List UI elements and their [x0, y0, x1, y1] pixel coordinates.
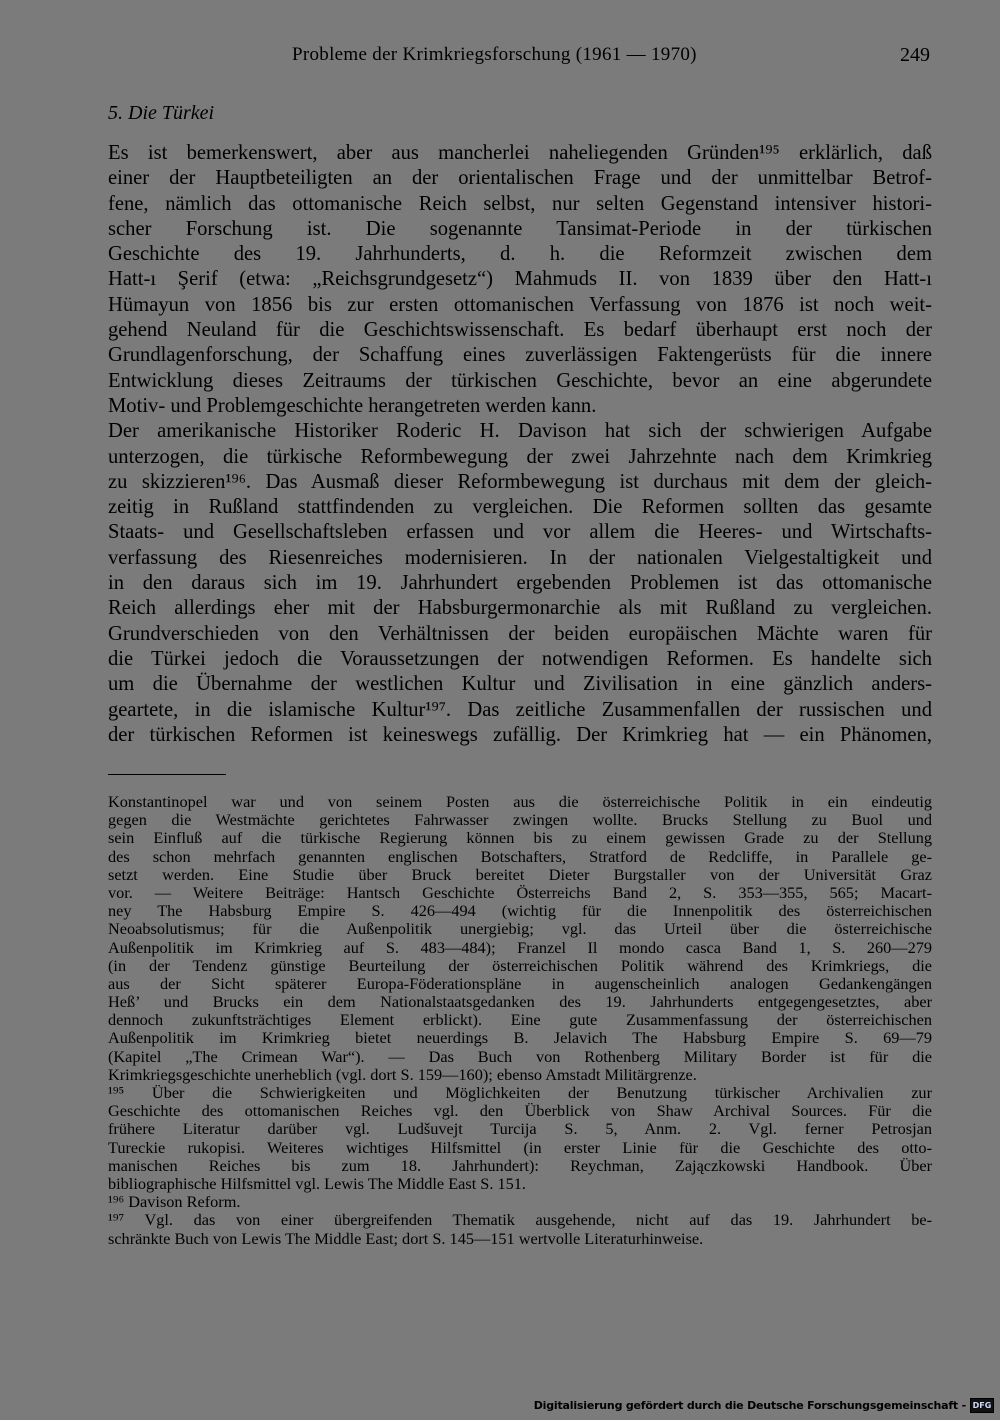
- footnotes: [108, 793, 932, 1248]
- footnote-197: ¹⁹⁷ Vgl. das von einer übergreifenden Thematik ausgehende, nicht auf das 19. Jahrhundert be-: [108, 1210, 932, 1230]
- footnote-line: manischen Reiches bis zum 18. Jahrhundert): Reychman, Zajączkowski Handbook. Über: [108, 1155, 932, 1175]
- footnote-line: vor. — Weitere Beiträge: Hantsch Geschichte Österreichs Band 2, S. 353—355, 565; Macart-: [108, 882, 932, 902]
- footnote-rule: [108, 774, 226, 775]
- body-line: zeitig in Rußland stattfindenden zu vergleichen. Die Reformen sollten das gesamte: [108, 496, 932, 519]
- footnote-line: Neoabsolutismus; für die Außenpolitik unergiebig; vgl. das Urteil über die österreichische: [108, 919, 932, 939]
- body-line: die Türkei jedoch die Voraussetzungen der notwendigen Reformen. Es handelte sich: [108, 647, 932, 670]
- footnote-line: Krimkriegsgeschichte unerheblich (vgl. dort S. 159—160); ebenso Amstadt Militärgrenze.: [108, 1064, 697, 1084]
- footnote-line: sein Einfluß auf die türkische Regierung können bis zu einem gewissen Grade zu der Stellung: [108, 828, 932, 848]
- body-line: Hatt-ı Şerif (etwa: „Reichsgrundgesetz“) Mahmuds II. von 1839 über den Hatt-ı: [108, 268, 932, 291]
- footnote-line: (Kapitel „The Crimean War“). — Das Buch von Rothenberg Military Border ist für die: [108, 1046, 932, 1066]
- footnote-line: gegen die Westmächte gerichtetes Fahrwasser zwingen wollte. Brucks Stellung zu Buol und: [108, 810, 932, 830]
- body-line: um die Übernahme der westlichen Kultur und Zivilisation in eine gänzlich anders-: [108, 673, 932, 696]
- running-header: [108, 44, 930, 74]
- footnote-196: ¹⁹⁶ Davison Reform.: [108, 1192, 241, 1212]
- body-line: gehend Neuland für die Geschichtswissenschaft. Es bedarf überhaupt erst noch der: [108, 319, 932, 342]
- body-line: Hümayun von 1856 bis zur ersten ottomanischen Verfassung von 1876 ist noch weit-: [108, 293, 932, 316]
- footnote-line: setzt werden. Eine Studie über Bruck bereitet Dieter Burgstaller von der Universität Graz: [108, 864, 932, 884]
- footer-credit: Digitalisierung gefördert durch die Deutsche Forschungsgemeinschaft -: [533, 1398, 966, 1412]
- footnote-line: Geschichte des ottomanischen Reiches vgl. den Überblick von Shaw Archival Sources. Für die: [108, 1101, 932, 1121]
- body-line: Staats- und Gesellschaftsleben erfassen und vor allem die Heeres- und Wirtschafts-: [108, 521, 932, 544]
- footnote-line: (in der Tendenz günstige Beurteilung der österreichischen Politik während des Krimkriegs, die: [108, 955, 932, 975]
- running-title: Probleme der Krimkriegsforschung (1961 — 1970): [292, 44, 697, 65]
- dfg-logo-icon: DFG: [970, 1398, 994, 1413]
- body-line: Es ist bemerkenswert, aber aus mancherlei naheliegenden Gründen¹⁹⁵ erklärlich, daß: [108, 142, 932, 164]
- body-line: Grundverschieden von den Verhältnissen der beiden europäischen Mächte waren für: [108, 622, 932, 645]
- page-number: 249: [900, 44, 930, 66]
- body-line: scher Forschung ist. Die sogenannte Tansimat-Periode in der türkischen: [108, 217, 932, 240]
- footnote-line: schränkte Buch von Lewis The Middle East; dort S. 145—151 wertvolle Literaturhinweise.: [108, 1228, 704, 1248]
- body-line: Reich allerdings eher mit der Habsburgermonarchie als mit Rußland zu vergleichen.: [108, 597, 932, 620]
- footnote-line: Heß’ und Brucks ein dem Nationalstaatsgedanken des 19. Jahrhunderts entgegengesetztes, aber: [108, 992, 932, 1012]
- footnote-line: Tureckie rukopisi. Weiteres wichtiges Hilfsmittel (in erster Linie für die Geschichte des otto-: [108, 1137, 932, 1157]
- footnote-line: bibliographische Hilfsmittel vgl. Lewis The Middle East S. 151.: [108, 1173, 526, 1193]
- footnote-line: frühere Literatur darüber vgl. Ludšuvejt Turcija S. 5, Anm. 2. Vgl. ferner Petrosjan: [108, 1119, 932, 1139]
- footnote-line: dennoch zukunftsträchtiges Element erblickt). Eine gute Zusammenfassung der österreichischen: [108, 1010, 932, 1030]
- footnote-line: ney The Habsburg Empire S. 426—494 (wichtig für die Innenpolitik des österreichischen: [108, 901, 932, 921]
- body-line: einer der Hauptbeteiligten an der orientalischen Frage und der unmittelbar Betrof-: [108, 167, 932, 190]
- footnote-195: ¹⁹⁵ Über die Schwierigkeiten und Möglichkeiten der Benutzung türkischer Archivalien zur: [108, 1083, 932, 1102]
- body-line: unterzogen, die türkische Reformbewegung der zwei Jahrzehnte nach dem Krimkrieg: [108, 445, 932, 468]
- body-line: Geschichte des 19. Jahrhunderts, d. h. die Reformzeit zwischen dem: [108, 243, 932, 266]
- body-text: [108, 141, 932, 748]
- body-line: in den daraus sich im 19. Jahrhundert ergebenden Problemen ist das ottomanische: [108, 572, 932, 595]
- body-line: der türkischen Reformen ist keineswegs zufällig. Der Krimkrieg hat — ein Phänomen,: [108, 723, 932, 746]
- body-line: Entwicklung dieses Zeitraums der türkischen Geschichte, bevor an eine abgerundete: [108, 369, 932, 392]
- body-line: verfassung des Riesenreiches modernisieren. In der nationalen Vielgestaltigkeit und: [108, 546, 932, 569]
- body-line: fene, nämlich das ottomanische Reich selbst, nur selten Gegenstand intensiver histori-: [108, 192, 932, 215]
- body-line: Motiv- und Problemgeschichte herangetreten werden kann.: [108, 394, 597, 417]
- digitization-footer: [534, 1396, 994, 1414]
- footnote-line: des schon mehrfach genannten englischen Botschafters, Stratford de Redcliffe, in Parallele ge-: [108, 846, 932, 866]
- body-line: zu skizzieren¹⁹⁶. Das Ausmaß dieser Reformbewegung ist durchaus mit dem der gleich-: [108, 470, 932, 493]
- footnote-line: Konstantinopel war und von seinem Posten aus die österreichische Politik in ein eindeutig: [108, 792, 932, 811]
- body-line: Der amerikanische Historiker Roderic H. Davison hat sich der schwierigen Aufgabe: [108, 420, 932, 443]
- footnote-line: Außenpolitik im Krimkrieg bietet neuerdings B. Jelavich The Habsburg Empire S. 69—79: [108, 1028, 932, 1048]
- section-heading: 5. Die Türkei: [108, 102, 215, 124]
- footnote-line: Außenpolitik im Krimkrieg auf S. 483—484); Franzel Il mondo casca Band 1, S. 260—279: [108, 937, 932, 957]
- body-line: geartete, in die islamische Kultur¹⁹⁷. Das zeitliche Zusammenfallen der russischen und: [108, 698, 932, 721]
- footnote-line: aus der Sicht späterer Europa-Föderationspläne in augenscheinlich analogen Gedankengängen: [108, 973, 932, 993]
- body-line: Grundlagenforschung, der Schaffung eines zuverlässigen Faktengerüsts für die innere: [108, 344, 932, 367]
